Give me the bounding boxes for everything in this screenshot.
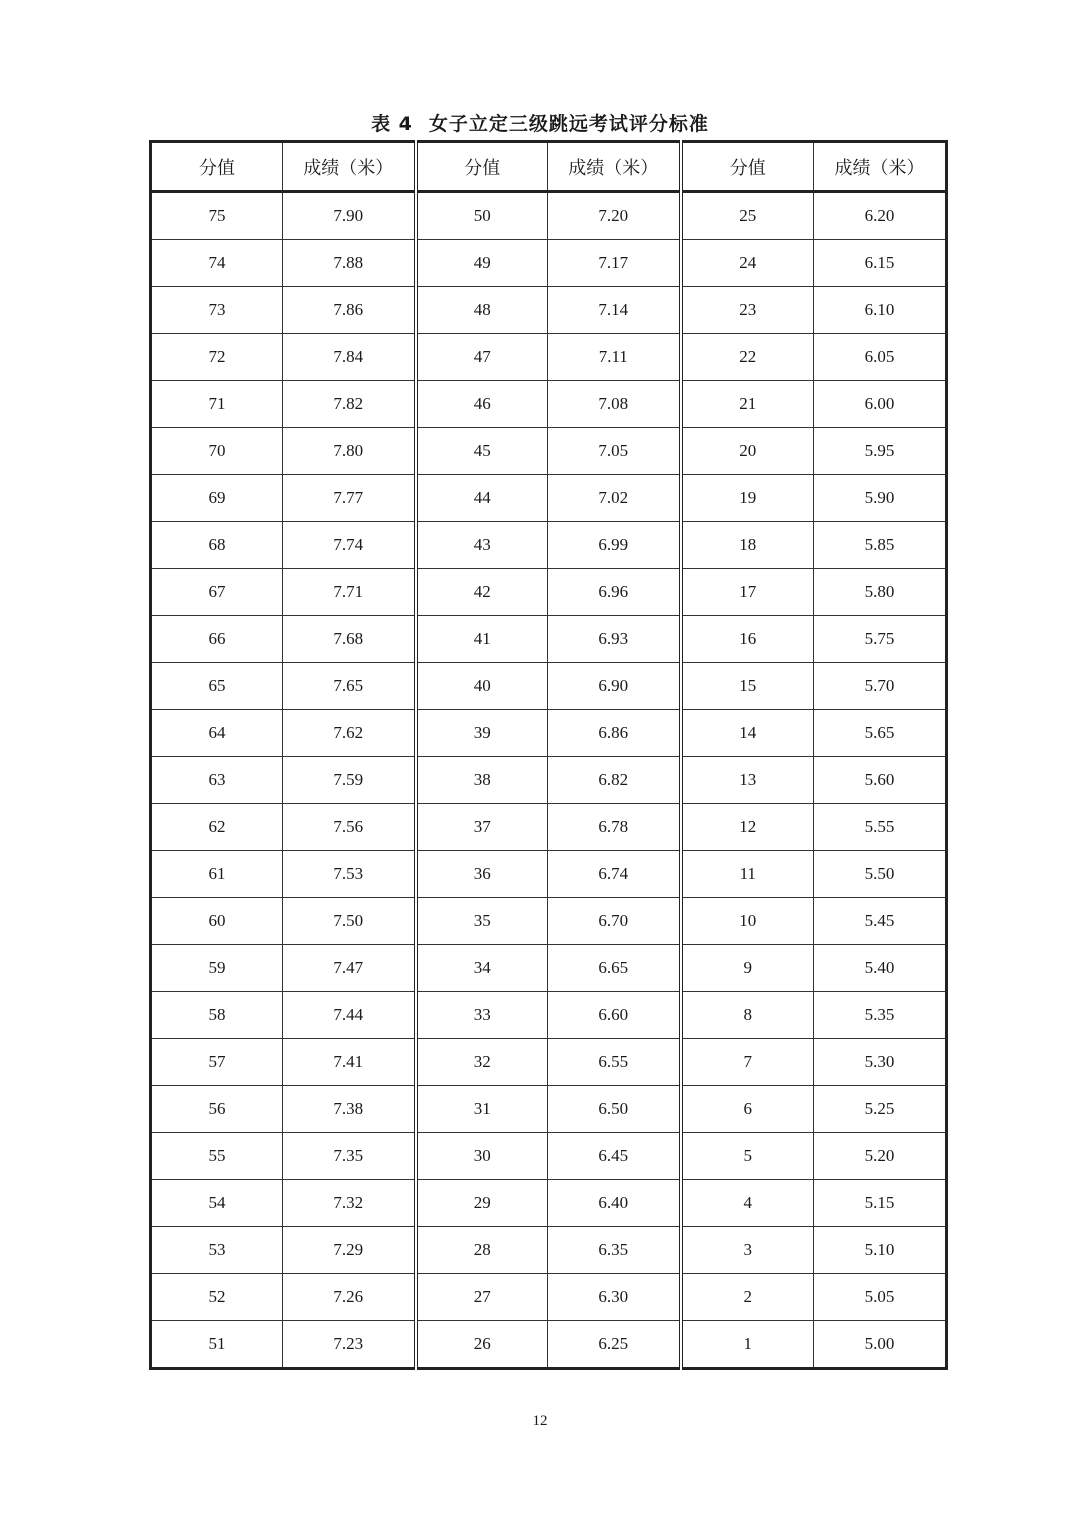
score-cell: 50 <box>416 192 548 240</box>
score-cell: 43 <box>416 522 548 569</box>
score-cell: 60 <box>151 898 283 945</box>
score-cell: 26 <box>416 1321 548 1369</box>
result-cell: 6.99 <box>548 522 681 569</box>
score-cell: 36 <box>416 851 548 898</box>
score-cell: 3 <box>681 1227 814 1274</box>
result-cell: 5.35 <box>814 992 947 1039</box>
result-cell: 6.90 <box>548 663 681 710</box>
result-cell: 7.82 <box>283 381 416 428</box>
score-cell: 40 <box>416 663 548 710</box>
result-cell: 6.15 <box>814 240 947 287</box>
table-row <box>151 192 947 240</box>
score-cell: 22 <box>681 334 814 381</box>
score-cell: 2 <box>681 1274 814 1321</box>
result-cell: 7.41 <box>283 1039 416 1086</box>
score-cell: 73 <box>151 287 283 334</box>
result-cell: 6.45 <box>548 1133 681 1180</box>
score-cell: 53 <box>151 1227 283 1274</box>
result-cell: 7.53 <box>283 851 416 898</box>
score-cell: 51 <box>151 1321 283 1369</box>
score-cell: 55 <box>151 1133 283 1180</box>
result-cell: 7.20 <box>548 192 681 240</box>
score-cell: 68 <box>151 522 283 569</box>
table-row <box>151 1180 947 1227</box>
score-cell: 10 <box>681 898 814 945</box>
table-row <box>151 1086 947 1133</box>
result-cell: 6.40 <box>548 1180 681 1227</box>
score-cell: 71 <box>151 381 283 428</box>
result-cell: 7.44 <box>283 992 416 1039</box>
result-cell: 6.25 <box>548 1321 681 1369</box>
result-cell: 7.38 <box>283 1086 416 1133</box>
score-cell: 58 <box>151 992 283 1039</box>
score-cell: 46 <box>416 381 548 428</box>
table-header-row <box>151 142 947 192</box>
result-cell: 6.78 <box>548 804 681 851</box>
result-cell: 7.84 <box>283 334 416 381</box>
score-cell: 57 <box>151 1039 283 1086</box>
table-row <box>151 1321 947 1369</box>
score-cell: 16 <box>681 616 814 663</box>
score-cell: 49 <box>416 240 548 287</box>
result-cell: 5.65 <box>814 710 947 757</box>
result-cell: 7.29 <box>283 1227 416 1274</box>
result-cell: 7.68 <box>283 616 416 663</box>
result-cell: 7.59 <box>283 757 416 804</box>
score-cell: 15 <box>681 663 814 710</box>
score-cell: 8 <box>681 992 814 1039</box>
result-cell: 5.25 <box>814 1086 947 1133</box>
score-cell: 44 <box>416 475 548 522</box>
score-cell: 69 <box>151 475 283 522</box>
result-cell: 7.23 <box>283 1321 416 1369</box>
result-cell: 7.77 <box>283 475 416 522</box>
result-cell: 7.62 <box>283 710 416 757</box>
table-title-text: 女子立定三级跳远考试评分标准 <box>428 113 709 135</box>
table-title <box>0 111 1080 137</box>
table-row <box>151 1133 947 1180</box>
score-cell: 13 <box>681 757 814 804</box>
result-cell: 5.15 <box>814 1180 947 1227</box>
result-cell: 6.50 <box>548 1086 681 1133</box>
result-cell: 5.75 <box>814 616 947 663</box>
score-cell: 41 <box>416 616 548 663</box>
score-cell: 9 <box>681 945 814 992</box>
result-cell: 5.05 <box>814 1274 947 1321</box>
score-cell: 4 <box>681 1180 814 1227</box>
header-score: 分值 <box>151 142 283 192</box>
result-cell: 7.05 <box>548 428 681 475</box>
score-cell: 18 <box>681 522 814 569</box>
result-cell: 6.93 <box>548 616 681 663</box>
result-cell: 6.00 <box>814 381 947 428</box>
score-cell: 24 <box>681 240 814 287</box>
result-cell: 5.50 <box>814 851 947 898</box>
table-row <box>151 710 947 757</box>
table-row <box>151 1274 947 1321</box>
result-cell: 5.45 <box>814 898 947 945</box>
result-cell: 7.74 <box>283 522 416 569</box>
table-label: 表 4 <box>371 113 413 135</box>
score-cell: 66 <box>151 616 283 663</box>
score-cell: 63 <box>151 757 283 804</box>
table-row <box>151 569 947 616</box>
score-cell: 31 <box>416 1086 548 1133</box>
score-cell: 27 <box>416 1274 548 1321</box>
result-cell: 6.86 <box>548 710 681 757</box>
score-cell: 20 <box>681 428 814 475</box>
score-cell: 67 <box>151 569 283 616</box>
result-cell: 7.17 <box>548 240 681 287</box>
result-cell: 5.80 <box>814 569 947 616</box>
result-cell: 5.85 <box>814 522 947 569</box>
table-row <box>151 287 947 334</box>
score-cell: 14 <box>681 710 814 757</box>
score-cell: 35 <box>416 898 548 945</box>
result-cell: 6.30 <box>548 1274 681 1321</box>
result-cell: 5.20 <box>814 1133 947 1180</box>
score-cell: 54 <box>151 1180 283 1227</box>
score-cell: 30 <box>416 1133 548 1180</box>
result-cell: 7.88 <box>283 240 416 287</box>
result-cell: 7.14 <box>548 287 681 334</box>
score-cell: 61 <box>151 851 283 898</box>
result-cell: 5.30 <box>814 1039 947 1086</box>
score-cell: 64 <box>151 710 283 757</box>
score-cell: 38 <box>416 757 548 804</box>
header-score: 分值 <box>681 142 814 192</box>
score-cell: 19 <box>681 475 814 522</box>
score-cell: 17 <box>681 569 814 616</box>
score-cell: 11 <box>681 851 814 898</box>
table-body <box>151 192 947 1369</box>
score-cell: 25 <box>681 192 814 240</box>
table-row <box>151 663 947 710</box>
result-cell: 5.10 <box>814 1227 947 1274</box>
score-cell: 75 <box>151 192 283 240</box>
score-cell: 42 <box>416 569 548 616</box>
result-cell: 6.74 <box>548 851 681 898</box>
table-row <box>151 757 947 804</box>
score-cell: 23 <box>681 287 814 334</box>
score-cell: 70 <box>151 428 283 475</box>
table-row <box>151 1039 947 1086</box>
score-cell: 59 <box>151 945 283 992</box>
score-cell: 12 <box>681 804 814 851</box>
score-cell: 21 <box>681 381 814 428</box>
score-cell: 74 <box>151 240 283 287</box>
table-row <box>151 1227 947 1274</box>
result-cell: 7.08 <box>548 381 681 428</box>
result-cell: 7.71 <box>283 569 416 616</box>
score-cell: 28 <box>416 1227 548 1274</box>
result-cell: 7.11 <box>548 334 681 381</box>
result-cell: 5.60 <box>814 757 947 804</box>
score-cell: 33 <box>416 992 548 1039</box>
table-row <box>151 522 947 569</box>
score-cell: 5 <box>681 1133 814 1180</box>
score-cell: 34 <box>416 945 548 992</box>
result-cell: 6.70 <box>548 898 681 945</box>
score-cell: 52 <box>151 1274 283 1321</box>
result-cell: 7.47 <box>283 945 416 992</box>
score-cell: 45 <box>416 428 548 475</box>
result-cell: 7.32 <box>283 1180 416 1227</box>
page-number: 12 <box>532 1413 548 1429</box>
result-cell: 7.90 <box>283 192 416 240</box>
result-cell: 7.56 <box>283 804 416 851</box>
result-cell: 6.60 <box>548 992 681 1039</box>
header-score: 分值 <box>416 142 548 192</box>
result-cell: 7.35 <box>283 1133 416 1180</box>
score-cell: 7 <box>681 1039 814 1086</box>
table-row <box>151 475 947 522</box>
score-table <box>149 140 948 1370</box>
result-cell: 6.10 <box>814 287 947 334</box>
result-cell: 5.90 <box>814 475 947 522</box>
header-result: 成绩（米） <box>548 142 681 192</box>
result-cell: 6.55 <box>548 1039 681 1086</box>
result-cell: 7.80 <box>283 428 416 475</box>
result-cell: 7.86 <box>283 287 416 334</box>
table-row <box>151 240 947 287</box>
table-row <box>151 851 947 898</box>
table-row <box>151 616 947 663</box>
result-cell: 6.05 <box>814 334 947 381</box>
score-cell: 37 <box>416 804 548 851</box>
table-row <box>151 945 947 992</box>
result-cell: 6.35 <box>548 1227 681 1274</box>
score-cell: 29 <box>416 1180 548 1227</box>
score-cell: 32 <box>416 1039 548 1086</box>
score-cell: 6 <box>681 1086 814 1133</box>
result-cell: 7.02 <box>548 475 681 522</box>
table-row <box>151 804 947 851</box>
result-cell: 6.65 <box>548 945 681 992</box>
score-cell: 47 <box>416 334 548 381</box>
result-cell: 6.96 <box>548 569 681 616</box>
score-cell: 56 <box>151 1086 283 1133</box>
result-cell: 5.95 <box>814 428 947 475</box>
result-cell: 6.82 <box>548 757 681 804</box>
header-result: 成绩（米） <box>283 142 416 192</box>
score-cell: 1 <box>681 1321 814 1369</box>
result-cell: 5.55 <box>814 804 947 851</box>
result-cell: 5.00 <box>814 1321 947 1369</box>
result-cell: 6.20 <box>814 192 947 240</box>
result-cell: 7.26 <box>283 1274 416 1321</box>
result-cell: 7.65 <box>283 663 416 710</box>
score-cell: 62 <box>151 804 283 851</box>
score-cell: 39 <box>416 710 548 757</box>
result-cell: 5.40 <box>814 945 947 992</box>
score-cell: 72 <box>151 334 283 381</box>
result-cell: 5.70 <box>814 663 947 710</box>
table-row <box>151 992 947 1039</box>
table-row <box>151 334 947 381</box>
table-row <box>151 428 947 475</box>
table-row <box>151 381 947 428</box>
score-cell: 65 <box>151 663 283 710</box>
score-cell: 48 <box>416 287 548 334</box>
result-cell: 7.50 <box>283 898 416 945</box>
table-row <box>151 898 947 945</box>
header-result: 成绩（米） <box>814 142 947 192</box>
